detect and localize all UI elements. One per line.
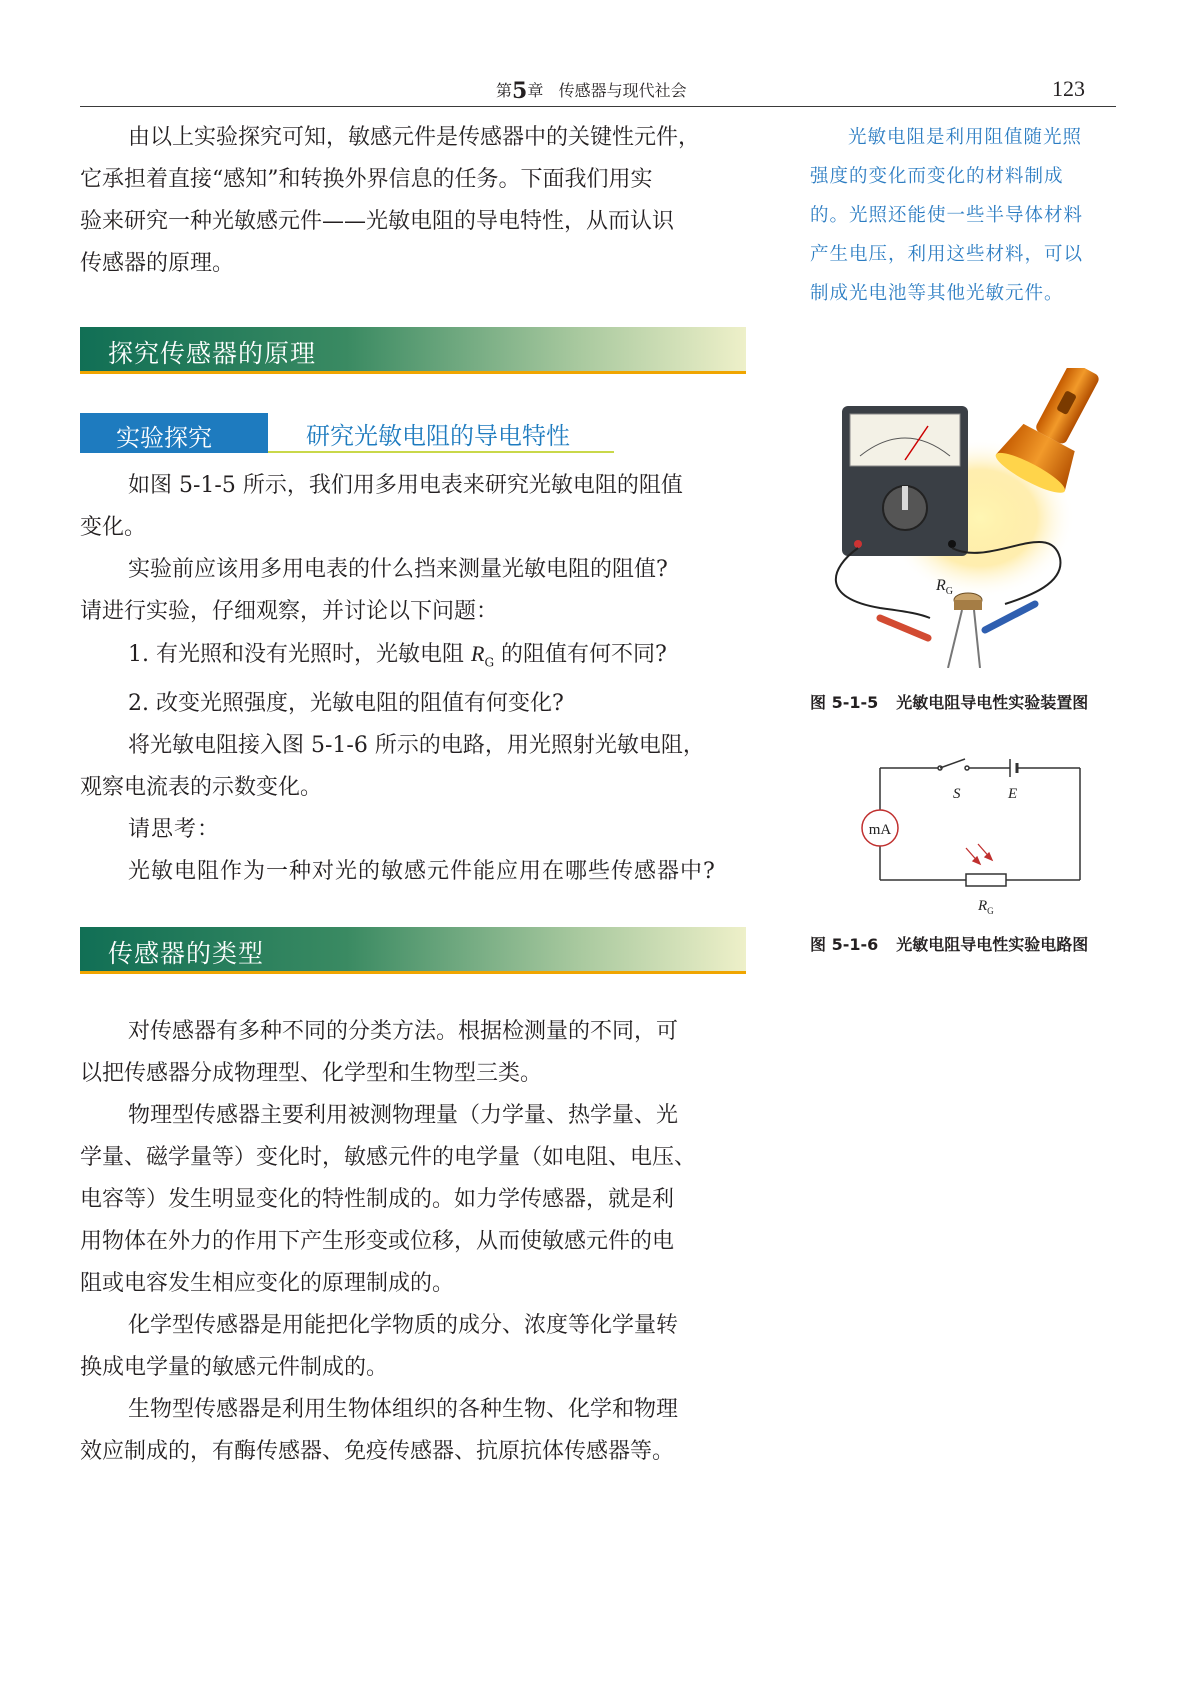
figure-number: 图 5-1-6 [810, 935, 879, 954]
chapter-number: 5 [512, 78, 528, 104]
text-line: 观察电流表的示数变化。 [80, 775, 323, 801]
blue-probe [985, 604, 1035, 630]
intro-line: 验来研究一种光敏感元件——光敏电阻的导电特性，从而认识 [80, 209, 675, 234]
text-line: 以把传感器分成物理型、化学型和生物型三类。 [80, 1061, 543, 1086]
side-note-line: 产生电压，利用这些材料，可以 [810, 244, 1084, 265]
text-line: 实验前应该用多用电表的什么挡来测量光敏电阻的阻值? [128, 557, 668, 582]
switch-label: S [953, 786, 961, 802]
think-question: 光敏电阻作为一种对光的敏感元件能应用在哪些传感器中? [128, 859, 716, 885]
resistor-icon [966, 874, 1006, 886]
question-1: 1. 有光照和没有光照时，光敏电阻 $R_G$ 的阻值有何不同? [128, 641, 667, 670]
header-divider [80, 106, 1116, 107]
section-banner-principle [80, 327, 746, 374]
rg-label: $R_G$ [936, 577, 954, 597]
battery-label: E [1008, 786, 1018, 802]
photoresistor-icon [948, 593, 982, 668]
side-note-line: 光敏电阻是利用阻值随光照 [848, 127, 1083, 148]
chapter-title: 传感器与现代社会 [558, 81, 687, 100]
ammeter-label: mA [868, 822, 892, 838]
text-line: 将光敏电阻接入图 5-1-6 所示的电路，用光照射光敏电阻， [128, 733, 705, 759]
switch-contact [965, 766, 969, 770]
switch-icon [940, 759, 965, 768]
chapter-prefix: 第 [496, 81, 513, 100]
symbol-r: R [470, 641, 485, 666]
experiment-body [80, 465, 740, 893]
figure-circuit [840, 748, 1090, 918]
intro-paragraph [80, 117, 740, 285]
intro-line: 传感器的原理。 [80, 251, 235, 276]
page-number: 123 [1052, 76, 1085, 101]
multimeter-icon [842, 406, 968, 556]
text-line: 阻或电容发生相应变化的原理制成的。 [80, 1271, 455, 1296]
resistor-label: $R_G$ [978, 898, 994, 916]
text-line: 变化。 [80, 515, 147, 540]
red-probe [880, 618, 928, 638]
question-2: 2. 改变光照强度，光敏电阻的阻值有何变化? [128, 691, 564, 717]
think-label: 请思考： [128, 817, 221, 843]
figure-caption-apparatus [810, 690, 1088, 713]
side-note [810, 118, 1122, 313]
text-line: 效应制成的，有酶传感器、免疫传感器、抗原抗体传感器等。 [80, 1439, 675, 1464]
chapter-suffix: 章 [527, 81, 544, 100]
experiment-title: 研究光敏电阻的导电特性 [306, 422, 570, 450]
symbol-sub: G [484, 655, 495, 670]
text-line: 化学型传感器是用能把化学物质的成分、浓度等化学量转 [128, 1313, 679, 1338]
text-line: 请进行实验，仔细观察，并讨论以下问题： [80, 599, 499, 624]
text-line: 电容等）发生明显变化的特性制成的。如力学传感器，就是利 [80, 1187, 675, 1212]
section-title: 传感器的类型 [108, 939, 265, 968]
text-line: 对传感器有多种不同的分类方法。根据检测量的不同，可 [128, 1019, 679, 1044]
light-arrows-icon [966, 844, 992, 864]
intro-line: 它承担着直接“感知”和转换外界信息的任务。下面我们用实 [80, 167, 653, 192]
text-line: 生物型传感器是利用生物体组织的各种生物、化学和物理 [128, 1397, 679, 1422]
text-line: 换成电学量的敏感元件制成的。 [80, 1355, 389, 1380]
intro-line: 由以上实验探究可知，敏感元件是传感器中的关键性元件， [128, 125, 701, 150]
text-line: 物理型传感器主要利用被测物理量（力学量、热学量、光 [128, 1103, 679, 1128]
experiment-tag-label: 实验探究 [116, 424, 212, 452]
side-note-line: 的。光照还能使一些半导体材料 [810, 205, 1084, 226]
side-note-line: 强度的变化而变化的材料制成 [810, 166, 1064, 187]
chapter-header [496, 78, 687, 104]
section-banner-types [80, 927, 746, 974]
text-line: 学量、磁学量等）变化时，敏感元件的电学量（如电阻、电压、 [80, 1145, 697, 1170]
text-line: 用物体在外力的作用下产生形变或位移，从而使敏感元件的电 [80, 1229, 675, 1254]
experiment-title-underline [268, 451, 614, 453]
section-title: 探究传感器的原理 [108, 339, 317, 368]
text-line: 如图 5-1-5 所示，我们用多用电表来研究光敏电阻的阻值 [128, 473, 683, 498]
experiment-tag [80, 413, 268, 453]
types-body [80, 1011, 740, 1473]
figure-caption-circuit [810, 932, 1088, 955]
caption-text: 光敏电阻导电性实验装置图 [896, 693, 1089, 712]
caption-text: 光敏电阻导电性实验电路图 [896, 935, 1089, 954]
figure-number: 图 5-1-5 [810, 693, 879, 712]
figure-apparatus [820, 368, 1120, 668]
side-note-line: 制成光电池等其他光敏元件。 [810, 283, 1064, 304]
